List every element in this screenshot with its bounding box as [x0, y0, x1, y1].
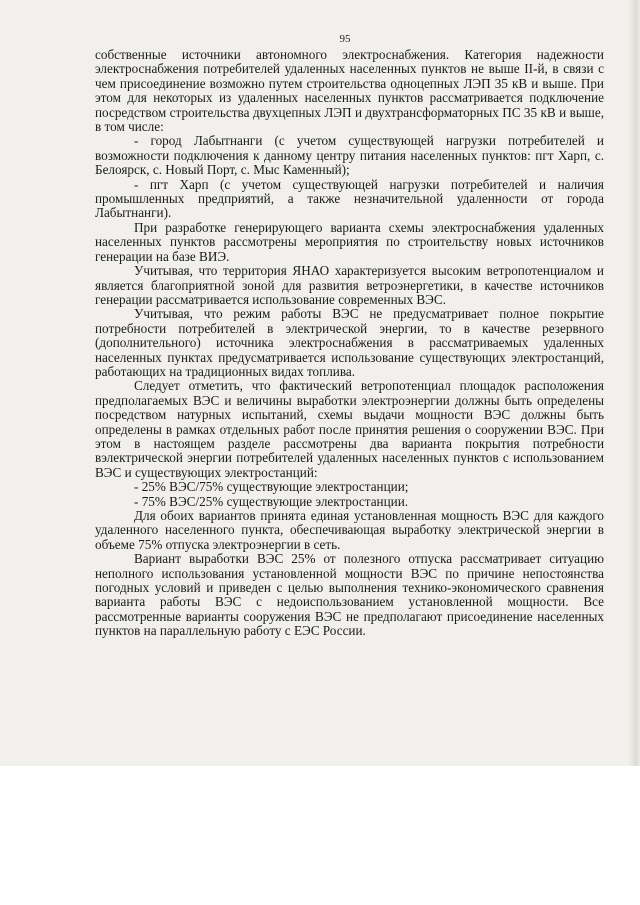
list-item-labytnangi: - город Лабытнанги (с учетом существующей нагрузки потребителей и возможности подключения к данному центру питания населенных пунктов: пгт Харп, с. Белоярск, с. Новый Порт, с. Мыс Каменный);	[95, 133, 604, 178]
paragraph-intro: собственные источники автономного электроснабжения. Категория надежности электроснабжения потребителей удаленных населенных пунктов не выше II-й, в связи с чем присоединение возможно путем строительства одноцепных ЛЭП 35 кВ и выше. При этом для некоторых из удаленных населенных пунктов рассматривается подключение посредством строительства двухцепных ЛЭП и двухтрансформаторных ПС 35 кВ и выше, в том числе:	[95, 47, 604, 135]
blank-area	[0, 766, 640, 905]
page-edge-shadow	[628, 0, 640, 766]
paragraph-generation-variant: При разработке генерирующего варианта схемы электроснабжения удаленных населенных пунктов рассмотрены мероприятия по строительству новых источников генерации на базе ВИЭ.	[95, 219, 604, 264]
list-item-variant-75: - 75% ВЭС/25% существующие электростанции.	[134, 493, 409, 509]
paragraph-installed-capacity: Для обоих вариантов принята единая установленная мощность ВЭС для каждого удаленного населенного пункта, обеспечивающая выработку электрической энергии в объеме 75% отпуска электроэнергии в сеть.	[95, 508, 604, 552]
page-number: 95	[339, 33, 351, 45]
document-body	[95, 48, 604, 639]
paragraph-underuse-variant: Вариант выработки ВЭС 25% от полезного отпуска рассматривает ситуацию неполного использования установленной мощности ВЭС по причине непостоянства погодных условий и приведен с целью выполнения технико-экономического сравнения варианта работы ВЭС с недоиспользованием установленной мощности. Все рассмотренные варианты сооружения ВЭС не предполагают присоединение населенных пунктов на параллельную работу с ЕЭС России.	[95, 551, 604, 639]
paragraph-site-testing: Следует отметить, что фактический ветропотенциал площадок расположения предполагаемых ВЭС и величины выработки электроэнергии должны быть определены посредством натурных испытаний, схемы выдачи мощности ВЭС должны быть определены в рамках отдельных работ после принятия решения о сооружении ВЭС. При этом в настоящем разделе рассмотрены два варианта покрытия потребности вэлектрической энергии потребителей удаленных населенных пунктов с использованием ВЭС и существующих электростанций:	[95, 378, 604, 480]
list-item-variant-25: - 25% ВЭС/75% существующие электростанции;	[134, 479, 409, 495]
paragraph-reserve-source: Учитывая, что режим работы ВЭС не предусматривает полное покрытие потребности потребителей в электрической энергии, то в качестве резервного (дополнительного) источника электроснабжения в рассматриваемых удаленных населенных пунктах предусматривается использование существующих электростанций, работающих на традиционных видах топлива.	[95, 306, 604, 379]
paragraph-wind-potential: Учитывая, что территория ЯНАО характеризуется высоким ветропотенциалом и является благоприятной зоной для развития ветроэнергетики, в качестве источников генерации рассматривается использование современных ВЭС.	[95, 263, 604, 307]
list-item-kharp: - пгт Харп (с учетом существующей нагрузки потребителей и наличия промышленных предприятий, а также незначительной удаленности от города Лабытнанги).	[95, 176, 604, 221]
